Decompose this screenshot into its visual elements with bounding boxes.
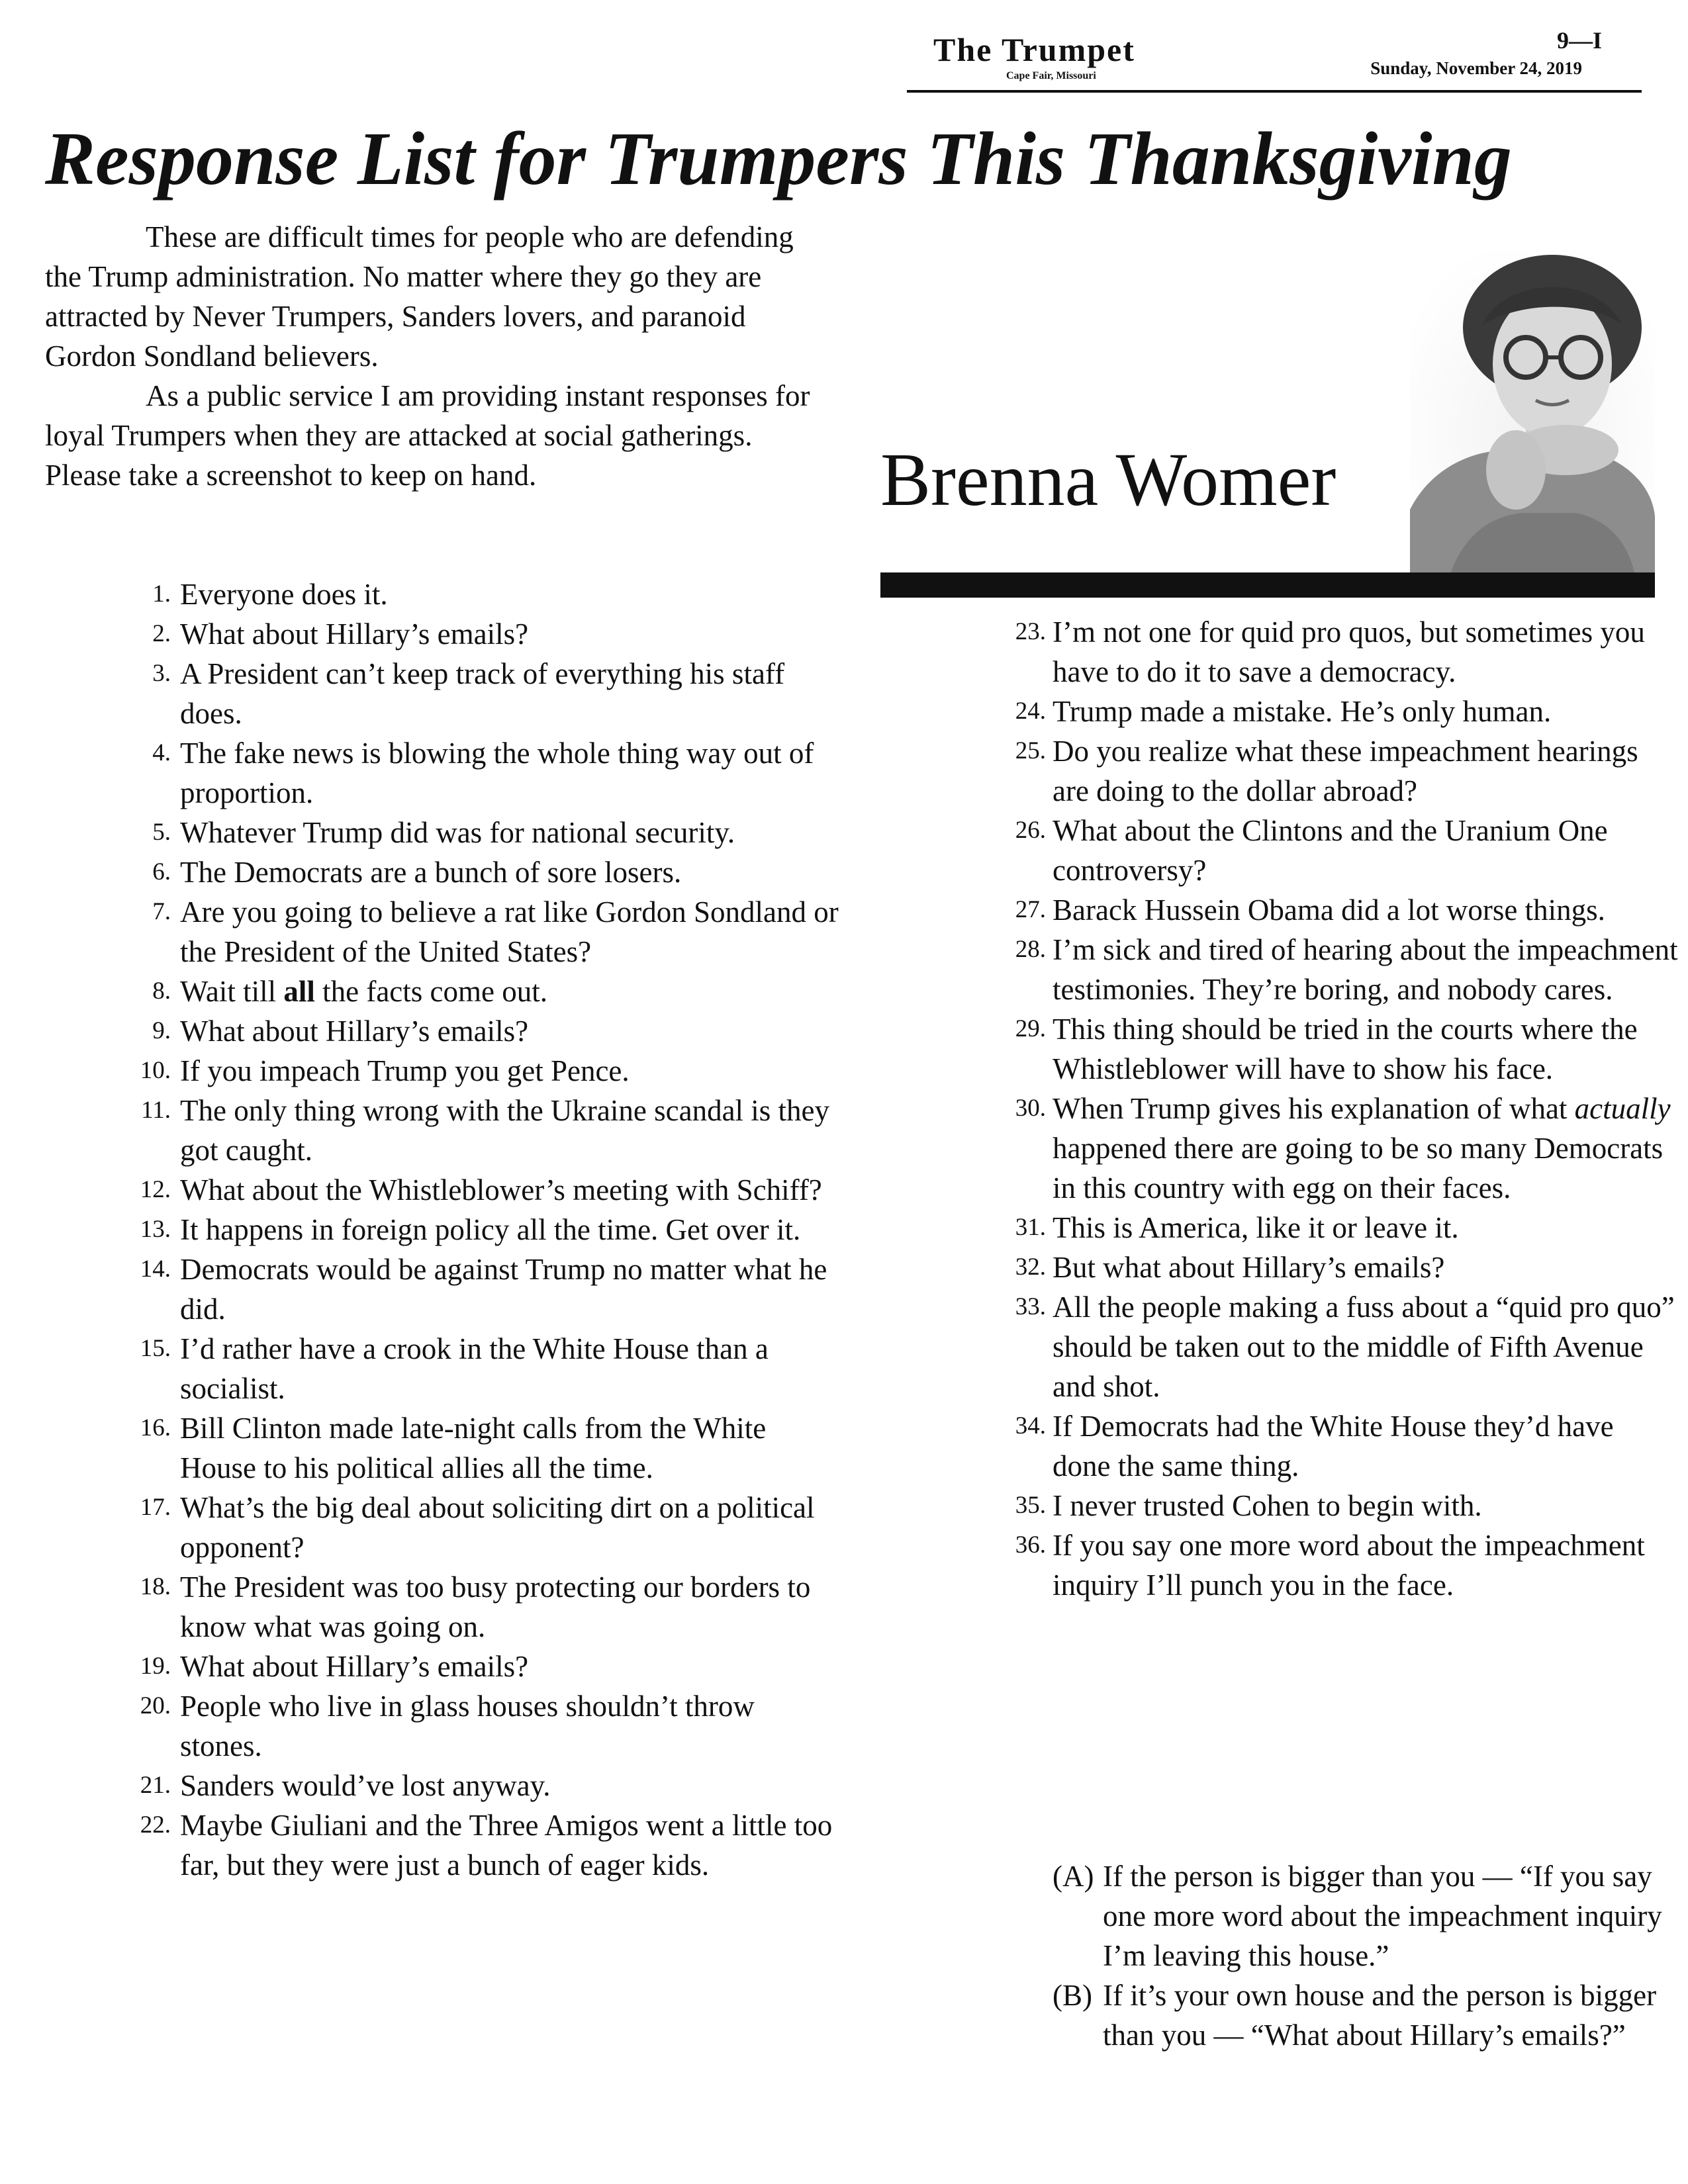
list-item [986, 731, 1678, 811]
headline: Response List for Trumpers This Thanksgiving [45, 116, 1512, 201]
item-text: I’m not one for quid pro quos, but sometimes you have to do it to save a democracy. [1053, 615, 1645, 688]
item-number: 12. [140, 1176, 171, 1203]
item-number: 21. [140, 1772, 171, 1799]
list-item [99, 1170, 841, 1210]
list-item [99, 1686, 841, 1766]
list-item [986, 1287, 1678, 1406]
item-text-end: happened there are going to be so many Democrats in this country with egg on their faces. [1053, 1132, 1664, 1205]
list-item [99, 1805, 841, 1885]
item-number: 7. [152, 898, 171, 925]
list-item [99, 654, 841, 733]
item-number: 36. [1015, 1531, 1046, 1559]
item-number: 15. [140, 1335, 171, 1362]
list-item [986, 692, 1678, 731]
item-text: The President was too busy protecting our borders to know what was going on. [180, 1570, 811, 1643]
item-text: This thing should be tried in the courts where the Whistleblower will have to show his face. [1053, 1013, 1638, 1085]
paper-name: The Trumpet [933, 31, 1135, 68]
item-text: The Democrats are a bunch of sore losers. [180, 856, 682, 889]
item-text: What about the Clintons and the Uranium One controversy? [1053, 814, 1608, 887]
list-item [99, 614, 841, 654]
item-text: Do you realize what these impeachment hearings are doing to the dollar abroad? [1053, 735, 1638, 807]
item-number: 8. [152, 978, 171, 1005]
item-number: 9. [152, 1017, 171, 1044]
sub-list-item [1053, 1856, 1678, 1976]
list-item [986, 612, 1678, 692]
list-item [986, 1486, 1678, 1525]
item-number: 1. [152, 580, 171, 608]
list-item [99, 1329, 841, 1408]
list-item [99, 892, 841, 972]
intro [45, 217, 820, 495]
item-text: Barack Hussein Obama did a lot worse things. [1053, 893, 1605, 927]
list-item [986, 1208, 1678, 1248]
item-text [1053, 1089, 1678, 1208]
item-number: 30. [1015, 1095, 1046, 1122]
item-number: 11. [141, 1097, 171, 1124]
item-text [180, 972, 841, 1011]
item-number: 17. [140, 1494, 171, 1521]
item-number: 25. [1015, 737, 1046, 764]
item-text: This is America, like it or leave it. [1053, 1211, 1459, 1244]
byline [880, 238, 1655, 596]
list-item [99, 852, 841, 892]
item-text-italic: actually [1574, 1092, 1671, 1125]
byline-rule [880, 572, 1655, 598]
item-text: If the person is bigger than you — “If you say one more word about the impeachment inquiry I’m leaving this house.” [1103, 1860, 1662, 1972]
response-list-left [99, 574, 841, 1885]
item-number: 14. [140, 1255, 171, 1283]
item-text-emphasis: all [283, 975, 315, 1008]
item-number: 2. [152, 620, 171, 647]
item-number: 13. [140, 1216, 171, 1243]
list-item [99, 574, 841, 614]
item-text: I’d rather have a crook in the White House than a socialist. [180, 1332, 769, 1405]
list-item [986, 930, 1678, 1009]
item-text: If Democrats had the White House they’d have done the same thing. [1053, 1410, 1614, 1482]
item-number: 3. [152, 660, 171, 687]
item-text: If it’s your own house and the person is bigger than you — “What about Hillary’s emails?” [1103, 1979, 1657, 2052]
item-text: If you impeach Trump you get Pence. [180, 1054, 630, 1087]
response-sub-list [1053, 1856, 1678, 2055]
list-item [99, 1091, 841, 1170]
item-text: The only thing wrong with the Ukraine scandal is they got caught. [180, 1094, 830, 1167]
item-number: 20. [140, 1692, 171, 1719]
list-item [99, 1488, 841, 1567]
item-number: 27. [1015, 896, 1046, 923]
item-number: 4. [152, 739, 171, 766]
item-text: The fake news is blowing the whole thing way out of proportion. [180, 737, 814, 809]
list-item [99, 1647, 841, 1686]
list-item [99, 1011, 841, 1051]
item-letter: (B) [1053, 1979, 1092, 2012]
item-number: 22. [140, 1811, 171, 1839]
author-photo [1410, 251, 1655, 576]
item-text-end: the facts come out. [314, 975, 547, 1008]
sub-list-item [1053, 1976, 1678, 2055]
item-text: What about Hillary’s emails? [180, 617, 529, 651]
item-text: Are you going to believe a rat like Gordon Sondland or the President of the United States? [180, 895, 839, 968]
item-text: A President can’t keep track of everything his staff does. [180, 657, 785, 730]
list-item [986, 890, 1678, 930]
item-number: 35. [1015, 1492, 1046, 1519]
paper-city: Cape Fair, Missouri [1006, 70, 1096, 81]
item-text: What about Hillary’s emails? [180, 1015, 529, 1048]
response-list-right [986, 612, 1678, 1605]
item-text: Trump made a mistake. He’s only human. [1053, 695, 1552, 728]
item-number: 24. [1015, 698, 1046, 725]
intro-paragraph: These are difficult times for people who are defending the Trump administration. No matter where they go they are attracted by Never Trumpers, Sanders lovers, and paranoid Gordon Sondland believers. [45, 220, 794, 373]
item-text-start: Wait till [180, 975, 284, 1008]
list-item [99, 1250, 841, 1329]
item-number: 34. [1015, 1412, 1046, 1439]
list-item [99, 733, 841, 813]
item-text: All the people making a fuss about a “quid pro quo” should be taken out to the middle of Fifth Avenue and shot. [1053, 1291, 1675, 1403]
list-item [99, 1051, 841, 1091]
item-letter: (A) [1053, 1860, 1094, 1893]
item-number: 6. [152, 858, 171, 886]
list-item [986, 1406, 1678, 1486]
list-item [99, 1766, 841, 1805]
item-text: I never trusted Cohen to begin with. [1053, 1489, 1482, 1522]
list-item [986, 811, 1678, 890]
list-item [986, 1089, 1678, 1208]
item-text-start: When Trump gives his explanation of what [1053, 1092, 1575, 1125]
item-text: What about Hillary’s emails? [180, 1650, 529, 1683]
list-item [99, 1408, 841, 1488]
item-text: Sanders would’ve lost anyway. [180, 1769, 551, 1802]
publication-date: Sunday, November 24, 2019 [1370, 58, 1582, 78]
list-item [99, 972, 841, 1011]
item-number: 31. [1015, 1214, 1046, 1241]
item-number: 33. [1015, 1293, 1046, 1320]
list-item [99, 813, 841, 852]
list-item [986, 1009, 1678, 1089]
item-text: Maybe Giuliani and the Three Amigos went a little too far, but they were just a bunch of eager kids. [180, 1809, 833, 1882]
item-text: Democrats would be against Trump no matter what he did. [180, 1253, 827, 1326]
item-number: 10. [140, 1057, 171, 1084]
list-item [986, 1248, 1678, 1287]
item-text: What’s the big deal about soliciting dirt on a political opponent? [180, 1491, 815, 1564]
item-number: 26. [1015, 817, 1046, 844]
list-item [986, 1525, 1678, 1605]
masthead-rule [907, 90, 1642, 93]
item-number: 5. [152, 819, 171, 846]
item-number: 29. [1015, 1015, 1046, 1042]
intro-paragraph: As a public service I am providing instant responses for loyal Trumpers when they are attacked at social gatherings. Please take a screenshot to keep on hand. [45, 379, 810, 492]
item-text: People who live in glass houses shouldn’t throw stones. [180, 1690, 755, 1762]
author-name: Brenna Womer [880, 437, 1336, 522]
item-text: I’m sick and tired of hearing about the impeachment testimonies. They’re boring, and nobody cares. [1053, 933, 1678, 1006]
item-text: If you say one more word about the impeachment inquiry I’ll punch you in the face. [1053, 1529, 1645, 1602]
item-number: 18. [140, 1573, 171, 1600]
item-text: Everyone does it. [180, 578, 388, 611]
page-number: 9—I [1556, 27, 1602, 54]
item-number: 23. [1015, 618, 1046, 645]
item-number: 19. [140, 1653, 171, 1680]
item-number: 16. [140, 1414, 171, 1441]
list-item [99, 1210, 841, 1250]
item-text: Whatever Trump did was for national security. [180, 816, 735, 849]
item-number: 28. [1015, 936, 1046, 963]
item-text: It happens in foreign policy all the time. Get over it. [180, 1213, 801, 1246]
item-number: 32. [1015, 1253, 1046, 1281]
item-text: Bill Clinton made late-night calls from the White House to his political allies all the time. [180, 1412, 767, 1484]
list-item [99, 1567, 841, 1647]
item-text: What about the Whistleblower’s meeting with Schiff? [180, 1173, 822, 1206]
masthead [907, 26, 1642, 93]
item-text: But what about Hillary’s emails? [1053, 1251, 1445, 1284]
